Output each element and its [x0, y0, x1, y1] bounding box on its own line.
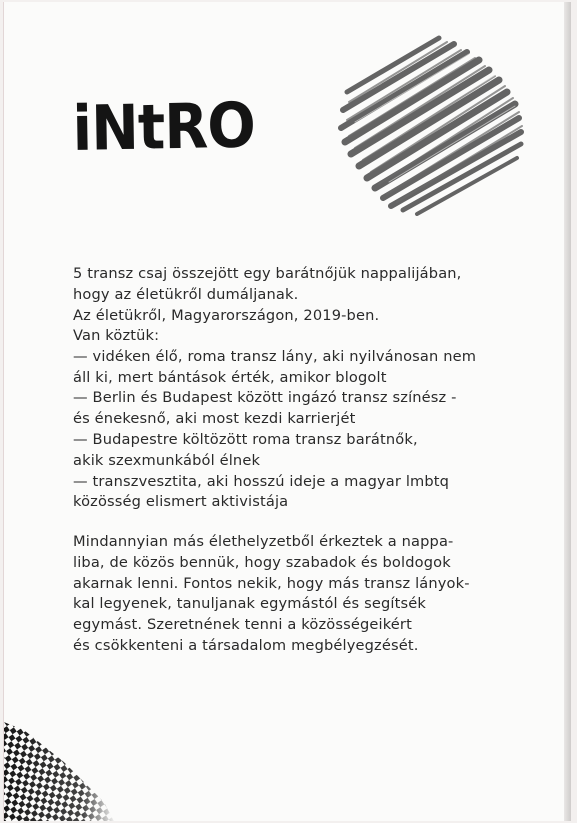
pencil-scribble-decoration: [329, 32, 529, 217]
list-line: — Berlin és Budapest között ingázó transz színész -: [73, 389, 457, 407]
text-line: egymást. Szeretnének tenni a közösségeikért: [73, 616, 412, 634]
list-line: áll ki, mert bántások érték, amikor blogolt: [73, 368, 387, 386]
text-line: hogy az életükről dumáljanak.: [73, 285, 299, 303]
text-line: liba, de közös bennük, hogy szabadok és boldogok: [73, 553, 451, 571]
list-intro: Van köztük:: [73, 327, 160, 344]
participants-list: [73, 326, 553, 513]
list-line: — vidéken élő, roma transz lány, aki nyilvánosan nem: [73, 347, 477, 365]
text-line: kal legyenek, tanuljanak egymástól és segítsék: [73, 595, 426, 613]
page-title: iNtRO: [71, 88, 256, 165]
checkered-corner-decoration: [4, 722, 124, 821]
intro-paragraph: [73, 264, 553, 326]
text-line: Az életükről, Magyarországon, 2019-ben.: [73, 306, 380, 324]
list-line: — transzvesztita, aki hosszú ideje a magyar lmbtq: [73, 472, 450, 490]
list-line: közösség elismert aktivistája: [73, 493, 289, 511]
list-line: és énekesnő, aki most kezdi karrierjét: [73, 410, 356, 428]
text-line: akarnak lenni. Fontos nekik, hogy más transz lányok-: [73, 574, 470, 592]
list-line: — Budapestre költözött roma transz barátnők,: [73, 430, 418, 448]
text-line: és csökkenteni a társadalom megbélyegzését.: [73, 636, 419, 654]
list-line: akik szexmunkából élnek: [73, 451, 261, 469]
text-line: 5 transz csaj összejött egy barátnőjük nappalijában,: [73, 265, 462, 282]
closing-paragraph: [73, 532, 553, 657]
page-edge-shadow: [564, 2, 571, 821]
document-page: [3, 2, 571, 821]
text-line: Mindannyian más élethelyzetből érkeztek a nappa-: [73, 533, 454, 550]
